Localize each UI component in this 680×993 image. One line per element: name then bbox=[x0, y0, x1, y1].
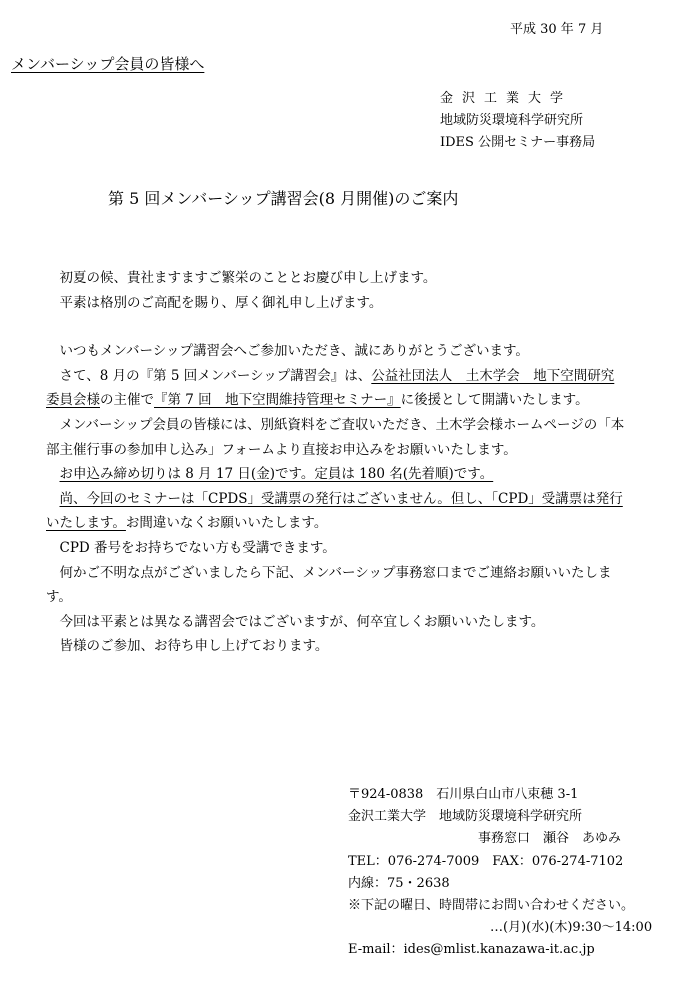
contact-person: 事務窓口 瀬谷 あゆみ bbox=[478, 831, 622, 847]
contact-email: E-mail：ides@mlist.kanazawa-it.ac.jp bbox=[348, 942, 595, 958]
contact-phone-fax: TEL：076-274-7009 FAX：076-274-7102 bbox=[348, 853, 624, 869]
sender-block bbox=[440, 88, 595, 154]
document-title: 第 5 回メンバーシップ講習会(8 月開催)のご案内 bbox=[108, 189, 459, 208]
seminar-suffix: に後援として開講いたします。 bbox=[400, 392, 589, 409]
seminar-name: 『第 7 回 地下空間維持管理セミナー』 bbox=[154, 392, 401, 409]
sender-institute: 地域防災環境科学研究所 bbox=[440, 113, 584, 128]
organizer-name: 公益社団法人 土木学会 地下空間研究委員会様 bbox=[46, 367, 615, 409]
document-date: 平成 30 年 7 月 bbox=[510, 22, 604, 37]
greeting-line-2: 平素は格別のご高配を賜り、厚く御礼申し上げます。 bbox=[59, 294, 383, 311]
cpd-paragraph bbox=[46, 487, 626, 536]
closing-line: 皆様のご参加、お待ち申し上げております。 bbox=[59, 638, 329, 655]
sender-office: IDES 公開セミナー事務局 bbox=[440, 135, 596, 150]
cpd-notice: 尚、今回のセミナーは「CPDS」受講票の発行はございません。但し、「CPD」受講票は発行いたします。 bbox=[46, 490, 623, 532]
seminar-intro: さて、8 月の『第 5 回メンバーシップ講習会』は、 bbox=[59, 367, 372, 384]
greeting-line-1: 初夏の候、貴社ますますご繁栄のこととお慶び申し上げます。 bbox=[59, 270, 437, 286]
contact-hours-note: ※下記の曜日、時間帯にお問い合わせください。 bbox=[348, 898, 635, 914]
seminar-connector: の主催で bbox=[100, 392, 154, 409]
registration-paragraph: メンバーシップ会員の皆様には、別紙資料をご査収いただき、土木学会様ホームページの「本部主催行事の参加申し込み」フォームより直接お申込みをお願いいたします。 bbox=[46, 416, 625, 458]
cpd-reminder: お間違いなくお願いいたします。 bbox=[125, 515, 328, 532]
seminar-paragraph bbox=[46, 364, 626, 413]
contact-address: 〒924-0838 石川県白山市八束穂 3-1 bbox=[348, 787, 579, 802]
contact-extension: 内線：75・2638 bbox=[348, 875, 450, 891]
thanks-line: いつもメンバーシップ講習会へご参加いただき、誠にありがとうございます。 bbox=[59, 343, 529, 360]
contact-hours: …(月)(水)(木)9:30～14:00 bbox=[490, 920, 653, 936]
contact-organization: 金沢工業大学 地域防災環境科学研究所 bbox=[348, 809, 583, 825]
letter-body bbox=[46, 266, 626, 659]
question-paragraph: 何かご不明な点がございましたら下記、メンバーシップ事務窓口までご連絡お願いいたします。 bbox=[46, 564, 612, 606]
sender-university: 金沢工業大学 bbox=[440, 91, 573, 106]
salutation: メンバーシップ会員の皆様へ bbox=[11, 55, 205, 73]
deadline-paragraph bbox=[46, 462, 626, 487]
paragraph-gap bbox=[46, 315, 626, 339]
note-line: 今回は平素とは異なる講習会ではございますが、何卒宜しくお願いいたします。 bbox=[59, 613, 545, 630]
cpd-number-line: CPD 番号をお持ちでない方も受講できます。 bbox=[59, 539, 336, 556]
contact-block bbox=[348, 784, 652, 962]
deadline-text: お申込み締め切りは 8 月 17 日(金)です。定員は 180 名(先着順)です。 bbox=[59, 466, 494, 483]
